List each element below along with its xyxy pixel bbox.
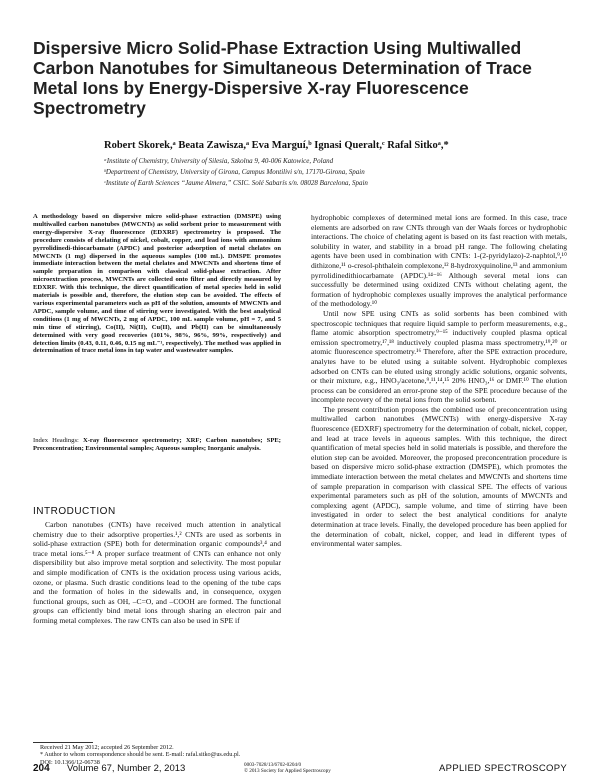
volume-info: Volume 67, Number 2, 2013: [67, 763, 186, 774]
issn-block: [244, 762, 331, 774]
right-column: [311, 213, 567, 549]
page-number: 204: [33, 763, 50, 774]
abstract: A methodology based on dispersive micro solid-phase extraction (DMSPE) using multiwalled carbon nanotubes (MWCNTs) as solid sorbent prior to measurement with energy-dispersive X-ray fluorescence (EDXRF) spectrometry is proposed. The procedure consists of chelating of nickel, cobalt, copper, and lead ions with ammonium pyrrolidinedi-thiocarbamate (APDC) and posterior adsorption of metal chelates on MWCNTs (1 mg) dispersed in the aqueous samples (100 mL). DMSPE promotes immediate interaction between the metal chelates and MWCNTs and shortens time of sample preparation in comparison with classical solid-phase extraction. After microextraction process, MWCNTs are collected onto filter and directly measured by EDXRF. With this technique, the direct quantification of metal species held in solid materials is possible and, therefore, the elution step can be avoided. The effects of various experimental parameters such as pH of the solution, amounts of MWCNTs and APDC, sample volume, and time of stirring were investigated. With the best analytical conditions (1 mg of MWCNTs, 2 mg of APDC, 100 mL sample volume, pH = 7, and 5 min time of stirring), Co(II), Ni(II), Cu(II), and Pb(II) can be simultaneously determined with very good recoveries (101%, 98%, 96%, 99%, respectively) and detection limits (0.43, 0.11, 0.46, 0.15 ng mL⁻¹, respectively). The method was applied in determination of trace metal ions in tap water and wastewater samples.: [33, 213, 281, 355]
index-headings-label: Index Headings:: [33, 437, 79, 444]
footnote-divider: [33, 742, 93, 743]
affiliation-a: ᵃInstitute of Chemistry, University of Silesia, Szkolna 9, 40-006 Katowice, Poland: [104, 157, 334, 165]
article-title: Dispersive Micro Solid-Phase Extraction Using Multiwalled Carbon Nanotubes for Simultaneous Determination of Trace Metal Ions by Energy-Dispersive X-ray Fluorescence Spectrometry: [33, 38, 532, 118]
index-headings: [33, 437, 281, 453]
intro-paragraph: Carbon nanotubes (CNTs) have received much attention in analytical chemistry due to their adsorptive properties.¹,² CNTs are used as sorbents in solid-phase extraction (SPE) both for determination organic compounds³,⁴ and trace metal ions.⁵⁻⁸ A proper surface treatment of CNTs can enhance not only dispersibility but also improve metal sorption and selectivity. The most popular and simple modification of CNTs is the oxidation process using various acids, ozone, or plasma. Such drastic conditions lead to the opening of the tube caps and the formation of holes in the sidewalls and, in consequence, oxygen functional groups, such as OH, –C=O, and –COOH are formed. The functional groups can efficiently bind metal ions through sharing an electron pair and forming metal complexes. The raw CNTs can also be used in SPE if: [33, 520, 281, 625]
page-footer: [33, 763, 567, 775]
copyright-line: © 2013 Society for Applied Spectroscopy: [244, 768, 331, 775]
author-list: Robert Skorek,ᵃ Beata Zawisza,ᵃ Eva Marguí,ᵇ Ignasi Queralt,ᶜ Rafal Sitkoᵃ,*: [104, 140, 449, 151]
index-headings-terms: X-ray fluorescence spectrometry; XRF; Carbon nanotubes; SPE; Preconcentration; Environmental samples; Aqueous samples; Inorganic analysis.: [33, 437, 281, 452]
journal-name: APPLIED SPECTROSCOPY: [439, 763, 567, 774]
affiliation-c: ᶜInstitute of Earth Sciences “Jaume Almera,” CSIC. Solé Sabarís s/n. 08028 Barcelona, Spain: [104, 179, 368, 187]
body-paragraph: Until now SPE using CNTs as solid sorbents has been combined with spectroscopic techniques that require liquid sample to perform measurements, e.g., flame atomic absorption spectrometry,⁹⁻¹⁵ inductively coupled plasma optical emission spectrometry,¹⁷,¹⁸ inductively coupled plasma mass spectrometry,¹⁹,²⁰ or atomic fluorescence spectrometry.¹⁶ Therefore, after the SPE extraction procedure, analytes have to be eluted using a suitable solvent. Hydrophobic complexes adsorbed on CNTs can be eluted using strongly acidic solutions, organic solvents, or their mixture, e.g., HNO₃/acetone,⁹,¹¹,¹⁴,¹⁵ 20% HNO₃,¹⁶ or DMF.¹⁰ The elution process can be considered an error-prone step of the SPE procedure because of the incomplete recovery of the metal ions from the solid sorbent.: [311, 308, 567, 405]
issn-line: 0003-7028/13/6702-0204/0: [244, 762, 302, 768]
correspondence-note: * Author to whom correspondence should be sent. E-mail: rafal.sitko@us.edu.pl.: [40, 751, 241, 759]
affiliation-b: ᵇDepartment of Chemistry, University of Girona, Campus Montilivi s/n, 17170-Girona, Spain: [104, 168, 365, 176]
body-paragraph: The present contribution proposes the combined use of preconcentration using multiwalled carbon nanotubes (MWCNTs) with energy-dispersive X-ray fluorescence (EDXRF) spectrometry for the determination of cobalt, nickel, copper, and lead at trace levels in aqueous samples. With this technique, the direct quantification of metal species held in solid materials is possible, and therefore the elution step can be avoided. Moreover, the proposed preconcentration procedure is based on dispersive micro solid-phase extraction (DMSPE), which promotes the immediate interaction between the metal chelates and MWCNTs and shortens time of sample preparation in comparison with classical SPE. The effects of various experimental parameters such as pH of the solution, amounts of MWCNTs and complexing agent (APDC), sample volume, and time of stirring have been investigated in order to select the best analytical conditions for analyte determination at trace levels. Finally, the developed procedure has been applied for the determination of cobalt, nickel, copper, and lead in different types of environmental water samples.: [311, 404, 567, 549]
doi-note: DOI: 10.1366/12-06738: [40, 758, 100, 766]
body-paragraph: hydrophobic complexes of determined metal ions are formed. In this case, trace elements are adsorbed on raw CNTs through van der Waals forces or hydrophobic interactions. The choice of chelating agent is based on its fast reaction with metals, solubility in water, and stability in a broad pH range. The following chelating agents have been used in combination with CNTs: 1-(2-pyridylazo)-2-naphtol,⁹,¹⁰ dithizone,¹¹ o-cresol-phthalein complexone,¹² 8-hydroxyquinoline,¹³ and ammonium pyrrolidinedithiocarbamate (APDC).¹⁴⁻¹⁶ Although several metal ions can successfully be determined using oxidized CNTs without chelating agent, the formation of hydrophobic complexes usually improves the analytical performance of the methodology.¹⁰: [311, 213, 567, 309]
received-date-note: Received 21 May 2012; accepted 26 September 2012.: [40, 744, 174, 751]
section-heading-introduction: INTRODUCTION: [33, 506, 116, 517]
